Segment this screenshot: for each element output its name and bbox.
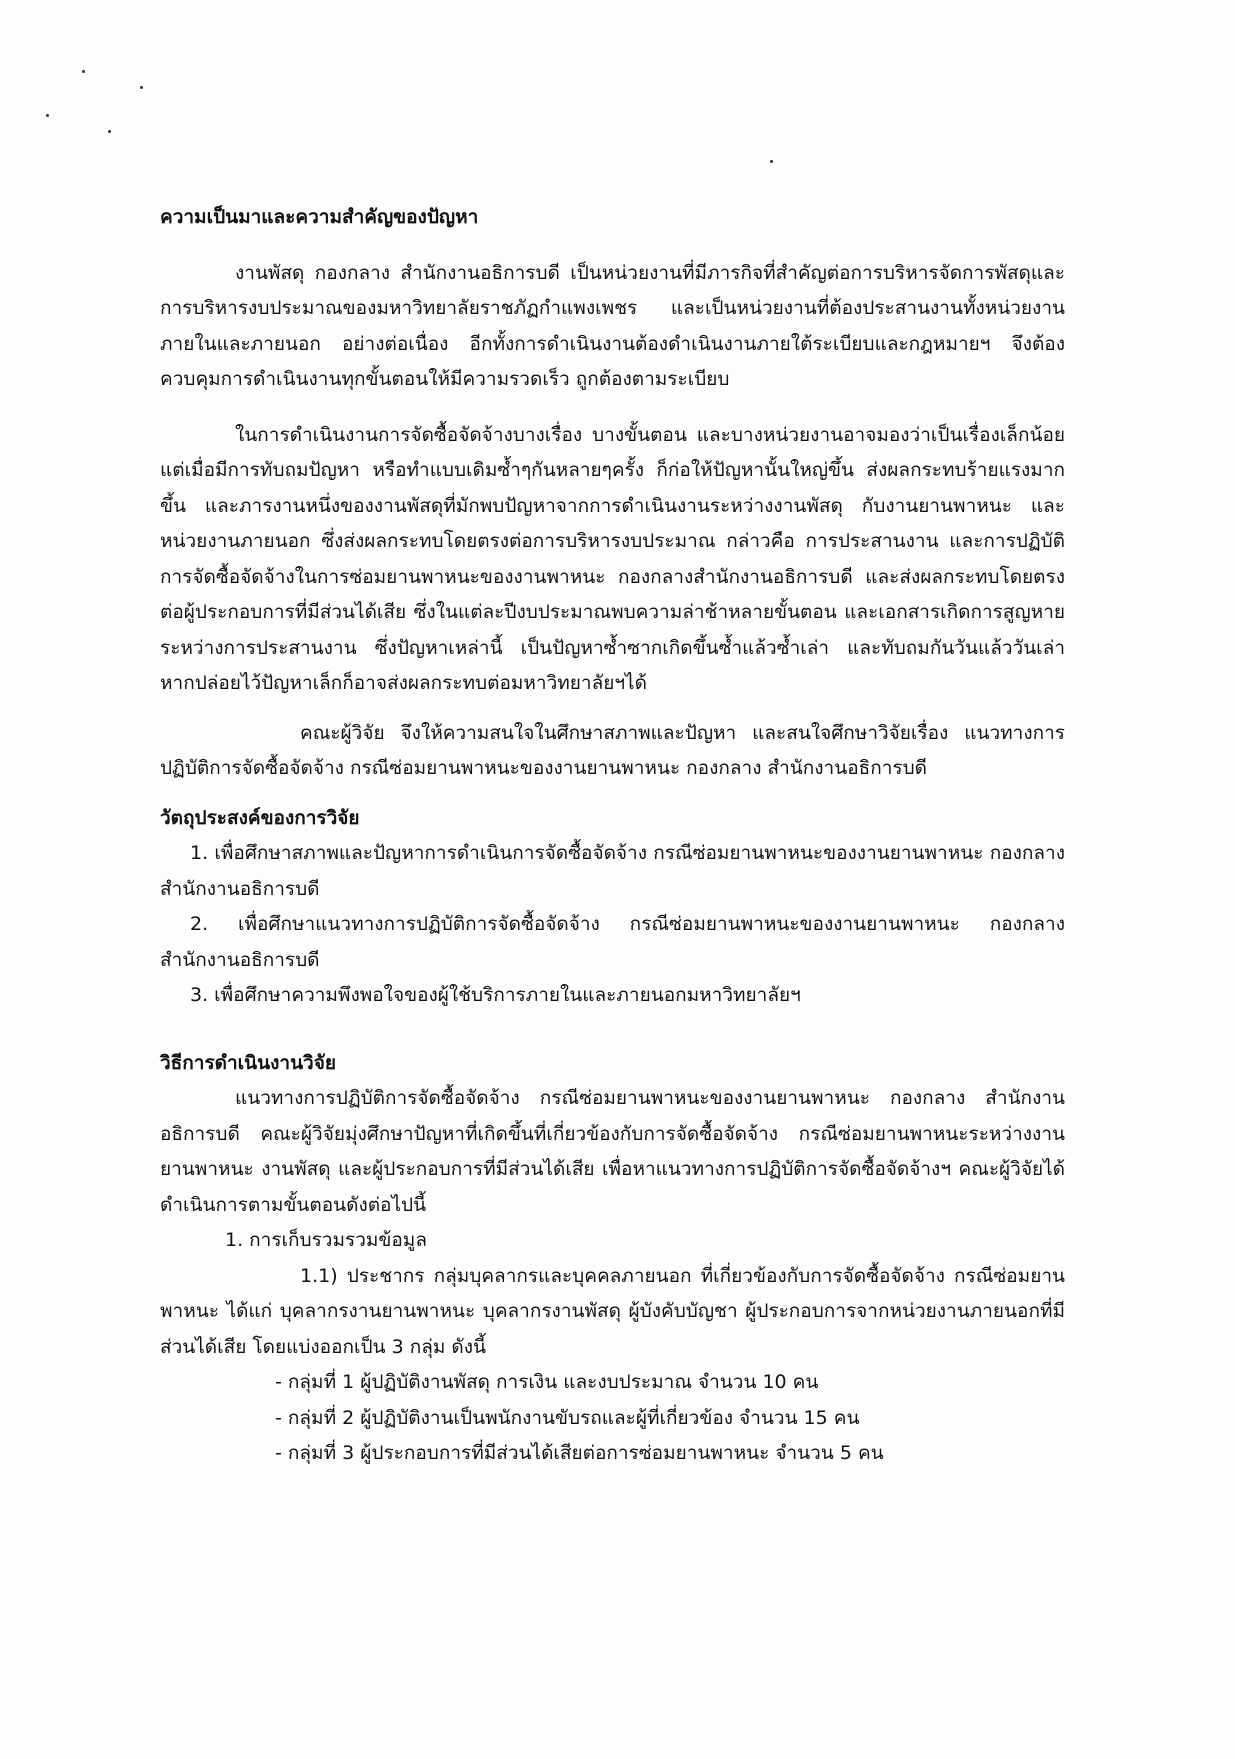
scan-speck [770, 160, 773, 163]
paragraph: แนวทางการปฏิบัติการจัดซื้อจัดจ้าง กรณีซ่อมยานพาหนะของงานยานพาหนะ กองกลาง สำนักงานอธิการบดี คณะผู้วิจัยมุ่งศึกษาปัญหาที่เกิดขึ้นที่เกี่ยวข้องกับการจัดซื้อจัดจ้าง กรณีซ่อมยานพาหนะระหว่างงานยานพาหนะ งานพัสดุ และผู้ประกอบการที่มีส่วนได้เสีย เพื่อหาแนวทางการปฏิบัติการจัดซื้อจัดจ้างฯ คณะผู้วิจัยได้ดำเนินการตามขั้นตอนดังต่อไปนี้ [160, 1087, 1065, 1216]
paragraph: ในการดำเนินงานการจัดซื้อจัดจ้างบางเรื่อง บางขั้นตอน และบางหน่วยงานอาจมองว่าเป็นเรื่องเล็กน้อยแต่เมื่อมีการทับถมปัญหา หรือทำแบบเดิมซ้ำๆกันหลายๆครั้ง ก็ก่อให้ปัญหานั้นใหญ่ขึ้น ส่งผลกระทบร้ายแรงมากขึ้น และภารงานหนึ่งของงานพัสดุที่มักพบปัญหาจากการดำเนินงานระหว่างงานพัสดุ กับงานยานพาหนะ และหน่วยงานภายนอก ซึ่งส่งผลกระทบโดยตรงต่อการบริหารงบประมาณ กล่าวคือ การประสานงาน และการปฏิบัติการจัดซื้อจัดจ้างในการซ่อมยานพาหนะของงานพาหนะ กองกลางสำนักงานอธิการบดี และส่งผลกระทบโดยตรงต่อผู้ประกอบการที่มีส่วนได้เสีย ซึ่งในแต่ละปีงบประมาณพบความล่าช้าหลายขั้นตอน และเอกสารเกิดการสูญหายระหว่างการประสานงาน ซึ่งปัญหาเหล่านี้ เป็นปัญหาซ้ำซากเกิดขึ้นซ้ำแล้วซ้ำเล่า และทับถมกันวันแล้ววันเล่า หากปล่อยไว้ปัญหาเล็กก็อาจส่งผลกระทบต่อมหาวิทยาลัยฯได้ [160, 423, 1065, 694]
section-heading-method: วิธีการดำเนินงานวิจัย [160, 1051, 336, 1074]
objective-item: 3. เพื่อศึกษาความพึงพอใจของผู้ใช้บริการภายในและภายนอกมหาวิทยาลัยฯ [190, 984, 801, 1006]
objective-item: 1. เพื่อศึกษาสภาพและปัญหาการดำเนินการจัดซื้อจัดจ้าง กรณีซ่อมยานพาหนะของงานยานพาหนะ กองกลาง สำนักงานอธิการบดี [160, 842, 1065, 900]
document-body [160, 200, 1065, 1472]
scan-speck [108, 130, 111, 133]
group-item: - กลุ่มที่ 2 ผู้ปฏิบัติงานเป็นพนักงานขับรถและผู้ที่เกี่ยวข้อง จำนวน 15 คน [275, 1406, 860, 1429]
section-heading-objectives: วัตถุประสงค์ของการวิจัย [160, 806, 360, 829]
scan-speck [82, 70, 85, 73]
paragraph: งานพัสดุ กองกลาง สำนักงานอธิการบดี เป็นหน่วยงานที่มีภารกิจที่สำคัญต่อการบริหารจัดการพัสดุและการบริหารงบประมาณของมหาวิทยาลัยราชภัฏกำแพงเพชร และเป็นหน่วยงานที่ต้องประสานงานทั้งหน่วยงานภายในและภายนอก อย่างต่อเนื่อง อีกทั้งการดำเนินงานต้องดำเนินงานภายใต้ระเบียบและกฎหมายฯ จึงต้องควบคุมการดำเนินงานทุกขั้นตอนให้มีความรวดเร็ว ถูกต้องตามระเบียบ [160, 261, 1065, 390]
method-substep: 1.1) ประชากร กลุ่มบุคลากรและบุคคลภายนอก ที่เกี่ยวข้องกับการจัดซื้อจัดจ้าง กรณีซ่อมยานพาหนะ ได้แก่ บุคลากรงานยานพาหนะ บุคลากรงานพัสดุ ผู้บังคับบัญชา ผู้ประกอบการจากหน่วยงานภายนอกที่มีส่วนได้เสีย โดยแบ่งออกเป็น 3 กลุ่ม ดังนี้ [160, 1264, 1065, 1358]
group-item: - กลุ่มที่ 1 ผู้ปฏิบัติงานพัสดุ การเงิน และงบประมาณ จำนวน 10 คน [275, 1371, 819, 1393]
group-item: - กลุ่มที่ 3 ผู้ประกอบการที่มีส่วนได้เสียต่อการซ่อมยานพาหนะ จำนวน 5 คน [275, 1442, 884, 1464]
scan-speck [46, 114, 49, 117]
section-heading-background: ความเป็นมาและความสำคัญของปัญหา [160, 206, 479, 228]
scan-speck [140, 86, 143, 89]
objective-item: 2. เพื่อศึกษาแนวทางการปฏิบัติการจัดซื้อจัดจ้าง กรณีซ่อมยานพาหนะของงานยานพาหนะ กองกลาง สำนักงานอธิการบดี [160, 913, 1065, 971]
method-step: 1. การเก็บรวมรวมข้อมูล [225, 1229, 427, 1251]
paragraph: คณะผู้วิจัย จึงให้ความสนใจในศึกษาสภาพและปัญหา และสนใจศึกษาวิจัยเรื่อง แนวทางการปฏิบัติการจัดซื้อจัดจ้าง กรณีซ่อมยานพาหนะของงานยานพาหนะ กองกลาง สำนักงานอธิการบดี [160, 721, 1065, 779]
